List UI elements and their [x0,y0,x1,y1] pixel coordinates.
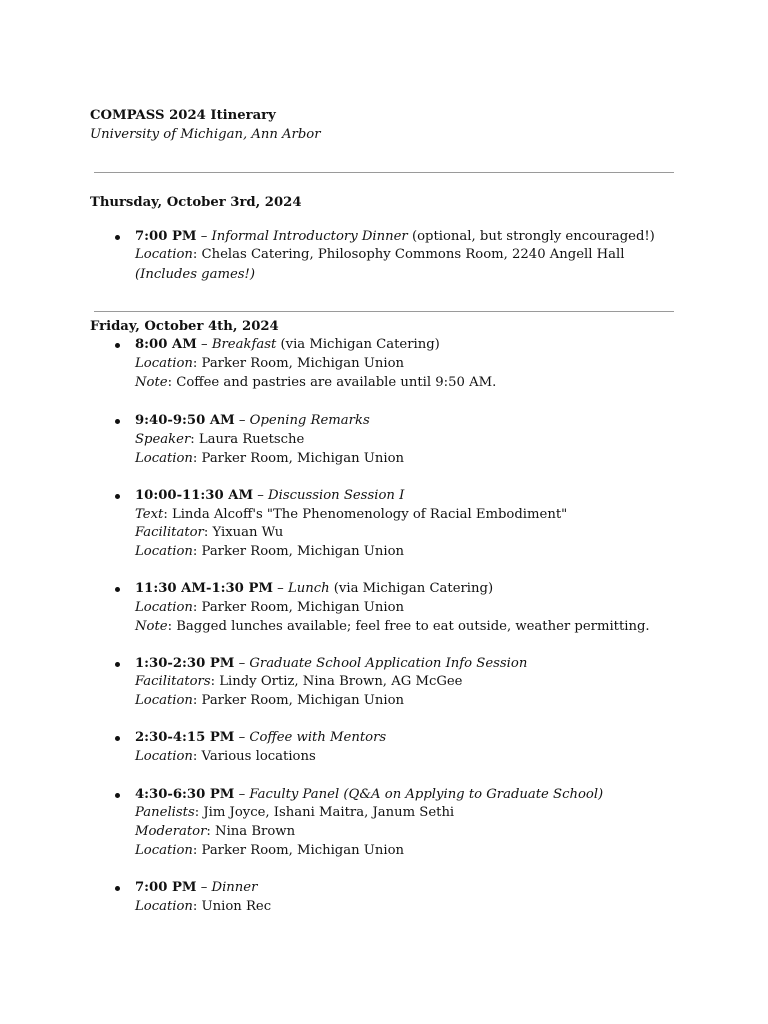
page-subtitle: University of Michigan, Ann Arbor [90,127,321,142]
event-detail: Location: Parker Room, Michigan Union [135,451,405,466]
bullet-icon [115,736,120,741]
event-detail: Location: Various locations [135,749,316,764]
event-detail: Location: Parker Room, Michigan Union [135,544,405,559]
event-headline: 7:00 PM – Dinner [135,880,258,895]
event-detail: Location: Parker Room, Michigan Union [135,356,405,371]
bullet-icon [115,662,120,667]
day-heading-friday: Friday, October 4th, 2024 [90,319,279,334]
event-note: (Includes games!) [135,267,255,282]
event-detail: Moderator: Nina Brown [135,824,296,839]
event-detail: Panelists: Jim Joyce, Ishani Maitra, Janum Sethi [135,805,455,820]
day-heading-thursday: Thursday, October 3rd, 2024 [90,195,302,210]
event-headline: 2:30-4:15 PM – Coffee with Mentors [135,730,387,745]
event-detail: Facilitator: Yixuan Wu [135,525,284,540]
event-headline: 4:30-6:30 PM – Faculty Panel (Q&A on Applying to Graduate School) [135,787,604,802]
event-detail: Speaker: Laura Ruetsche [135,432,305,447]
bullet-icon [115,494,120,499]
event-location: Location: Chelas Catering, Philosophy Commons Room, 2240 Angell Hall [135,247,625,262]
bullet-icon [115,793,120,798]
page-title: COMPASS 2024 Itinerary [90,108,276,123]
event-headline: 8:00 AM – Breakfast (via Michigan Catering) [135,337,440,352]
event-detail: Location: Parker Room, Michigan Union [135,693,405,708]
event-detail: Location: Parker Room, Michigan Union [135,843,405,858]
event-detail: Text: Linda Alcoff's "The Phenomenology of Racial Embodiment" [135,507,568,522]
divider [94,311,674,312]
event-headline: 9:40-9:50 AM – Opening Remarks [135,413,370,428]
event-detail: Location: Parker Room, Michigan Union [135,600,405,615]
event-headline: 1:30-2:30 PM – Graduate School Application Info Session [135,656,528,671]
bullet-icon [115,419,120,424]
event-detail: Note: Coffee and pastries are available until 9:50 AM. [135,375,497,390]
event-detail: Location: Union Rec [135,899,272,914]
event-headline: 11:30 AM-1:30 PM – Lunch (via Michigan Catering) [135,581,494,596]
event-detail: Note: Bagged lunches available; feel free to eat outside, weather permitting. [135,619,650,634]
event-detail: Facilitators: Lindy Ortiz, Nina Brown, AG McGee [135,674,463,689]
event-headline: 7:00 PM – Informal Introductory Dinner (optional, but strongly encouraged!) [135,229,655,244]
bullet-icon [115,343,120,348]
event-headline: 10:00-11:30 AM – Discussion Session I [135,488,405,503]
bullet-icon [115,587,120,592]
bullet-icon [115,235,120,240]
bullet-icon [115,886,120,891]
divider [94,172,674,173]
